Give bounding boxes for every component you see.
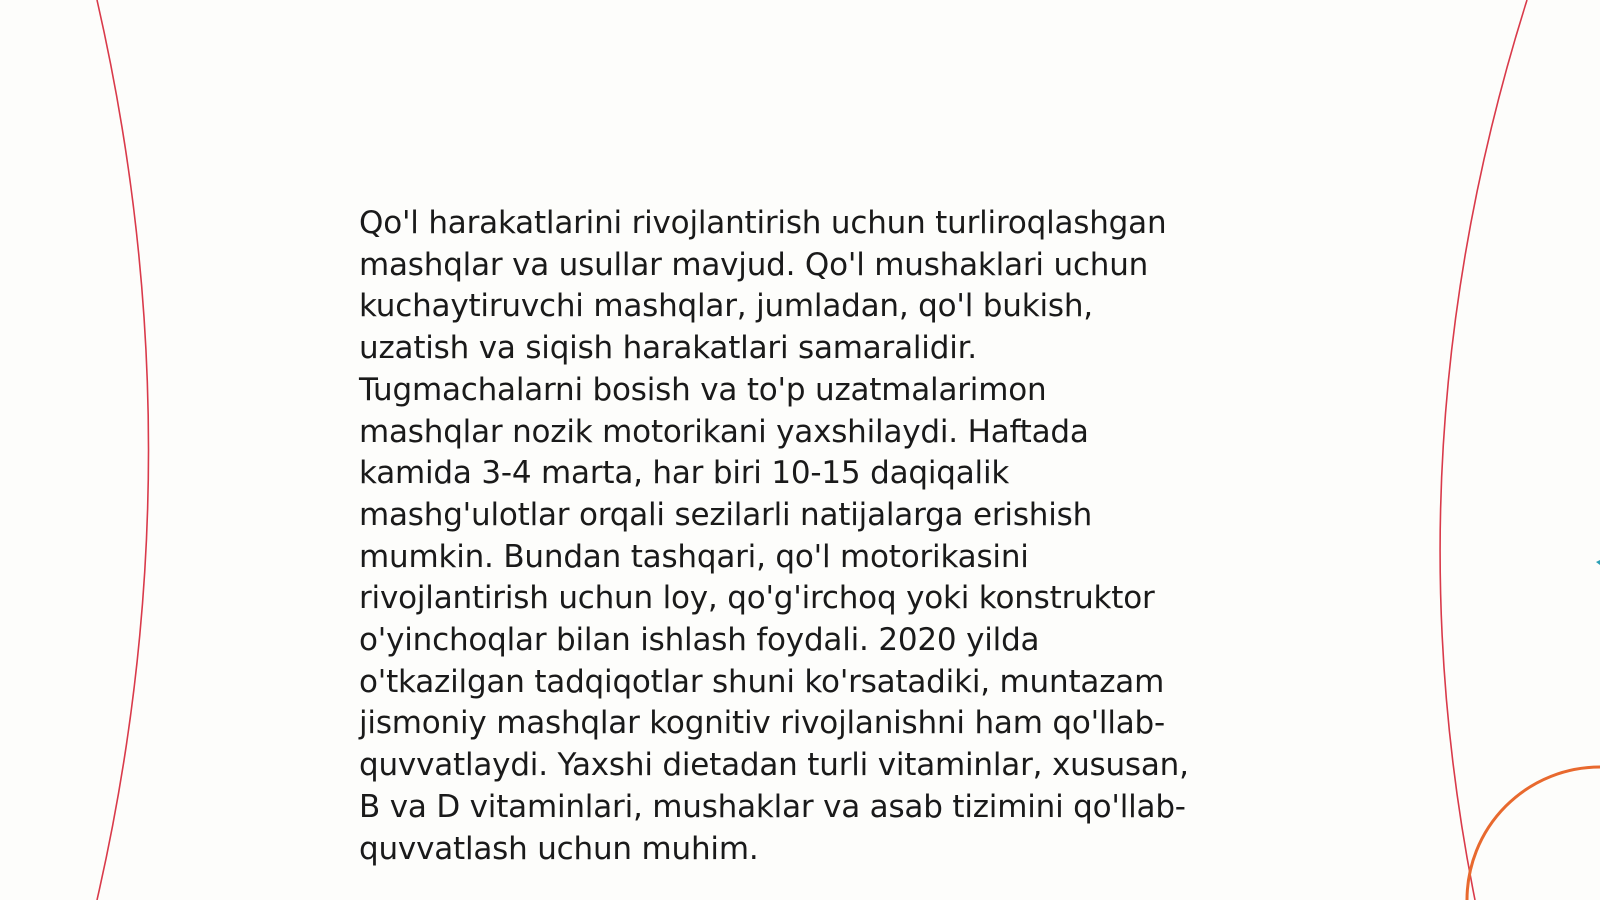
paragraph-line: Tugmachalarni bosish va to'p uzatmalarimon bbox=[359, 371, 1047, 408]
paragraph-line: mumkin. Bundan tashqari, qo'l motorikasini bbox=[359, 538, 1029, 575]
paragraph-line: jismoniy mashqlar kognitiv rivojlanishni ham qo'llab- bbox=[359, 705, 1166, 742]
left-arc-line bbox=[97, 0, 149, 900]
paragraph-line: o'tkazilgan tadqiqotlar shuni ko'rsatadiki, muntazam bbox=[359, 663, 1165, 700]
paragraph-line: kuchaytiruvchi mashqlar, jumladan, qo'l bukish, bbox=[359, 288, 1093, 325]
paragraph-line: Qo'l harakatlarini rivojlantirish uchun turliroqlashgan bbox=[359, 205, 1167, 241]
paragraph-line: quvvatlaydi. Yaxshi dietadan turli vitaminlar, xususan, bbox=[359, 747, 1189, 784]
paragraph-line: B va D vitaminlari, mushaklar va asab tizimini qo'llab- bbox=[359, 788, 1186, 825]
paragraph-line: quvvatlash uchun muhim. bbox=[359, 830, 759, 867]
paragraph-line: uzatish va siqish harakatlari samaralidir. bbox=[359, 330, 977, 367]
body-paragraph bbox=[359, 203, 1239, 870]
right-arc-line bbox=[1440, 0, 1527, 900]
paragraph-line: mashg'ulotlar orqali sezilarli natijalarga erishish bbox=[359, 496, 1093, 533]
orange-circle-outline bbox=[1467, 767, 1600, 900]
paragraph-line: mashqlar nozik motorikani yaxshilaydi. Haftada bbox=[359, 413, 1089, 450]
paragraph-line: kamida 3-4 marta, har biri 10-15 daqiqalik bbox=[359, 455, 1010, 492]
paragraph-line: mashqlar va usullar mavjud. Qo'l mushaklari uchun bbox=[359, 246, 1149, 283]
teal-accent-mark bbox=[1596, 560, 1600, 565]
paragraph-line: o'yinchoqlar bilan ishlash foydali. 2020 yilda bbox=[359, 622, 1040, 659]
paragraph-line: rivojlantirish uchun loy, qo'g'irchoq yoki konstruktor bbox=[359, 580, 1155, 617]
